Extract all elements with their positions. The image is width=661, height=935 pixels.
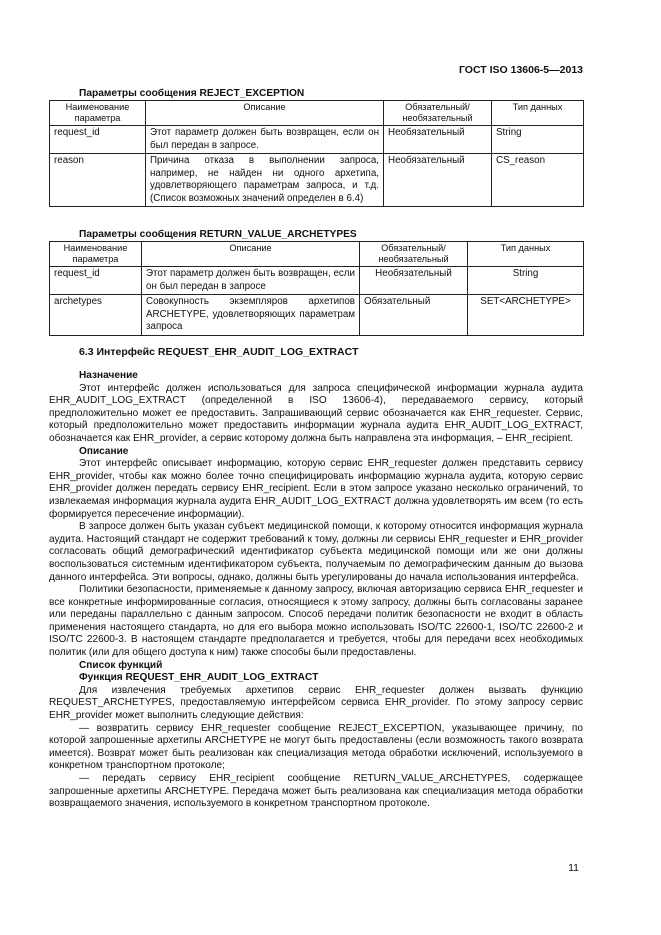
section-title: 6.3 Интерфейс REQUEST_EHR_AUDIT_LOG_EXTRACT: [79, 346, 359, 358]
page-number: 11: [568, 862, 579, 874]
table-header-row: [50, 101, 584, 126]
param-required-cell: Необязательный: [360, 267, 468, 295]
param-name-cell: archetypes: [50, 295, 142, 336]
description-paragraph: Этот интерфейс описывает информацию, которую сервис EHR_requester должен представить сервису EHR_provider, чтобы как можно более точно специфицировать информацию журнала аудита, которую сервис EHR_provider должен передать сервису EHR_recipient. Если в этом запросе указано несколько ограничений, то извлекаемая информация журнала аудита EHR_AUDIT_LOG_EXTRACT должна удовлетворять им всем (то есть формируется пересечение информации).: [49, 458, 583, 520]
param-type-cell: SET<ARCHETYPE>: [468, 295, 584, 336]
param-required-cell: Необязательный: [384, 154, 492, 207]
param-required-cell: Обязательный: [360, 295, 468, 336]
table-header-row: [50, 242, 584, 267]
param-name-cell: request_id: [50, 267, 142, 295]
description-paragraph: Политики безопасности, применяемые к данному запросу, включая авторизацию сервиса EHR_requester и все конкретные информированные согласия, относящиеся к этому запросу, должны быть согласованы заранее или переданы параллельно с данным запросом. Способ передачи политик безопасности не входит в область применения настоящего стандарта, но для его выбора можно использовать ISO/TC 22600-1, ISO/TC 22600-2 и ISO/TC 22600-3. В настоящем стандарте предполагается и требуется, чтобы для передачи всех необходимых политик (или для общего доступа к ним) также способы были предоставлены.: [49, 584, 583, 659]
function-list-item: — возвратить сервису EHR_requester сообщение REJECT_EXCEPTION, указывающее причину, по которой запрошенные архетипы ARCHETYPE не могут быть предоставлены (если возможность такого возврата имеется). Возврат может быть реализован как специализация метода обработки исключений, используемого в конкретном транспортном протоколе;: [49, 722, 583, 772]
function-paragraph: Для извлечения требуемых архетипов сервис EHR_requester должен вызвать функцию REQUEST_ARCHETYPES, предоставляемую интерфейсом сервиса EHR_provider. По этому запросу сервис EHR_provider может выполнить следующие действия:: [49, 684, 583, 722]
param-description-cell: Этот параметр должен быть возвращен, если он был передан в запросе.: [146, 126, 384, 154]
param-type-cell: String: [492, 126, 584, 154]
description-paragraph: В запросе должен быть указан субъект медицинской помощи, к которому относится информация журнала аудита. Настоящий стандарт не содержит требований к тому, должны ли сервисы EHR_requester и EHR_provider согласовать общий демографический идентификатор субъекта медицинской помощи или же они должны воспользоваться системным идентификатором субъекта, получаемым по демографическим данным до вызова данного интерфейса. Эти вопросы, однако, должны быть урегулированы до начала использования интерфейса.: [49, 521, 583, 583]
column-header: Описание: [146, 101, 384, 126]
return-value-archetypes-table: [49, 241, 584, 336]
table-row: [50, 126, 584, 154]
param-type-cell: CS_reason: [492, 154, 584, 207]
purpose-heading: Назначение: [79, 370, 138, 381]
column-header: Наименование параметра: [50, 242, 142, 267]
column-header: Наименование параметра: [50, 101, 146, 126]
function-list-item: — передать сервису EHR_recipient сообщение RETURN_VALUE_ARCHETYPES, содержащее запрошенные архетипы ARCHETYPE. Передача может быть реализована как специализация метода обработки возвращаемого значения, используемого в конкретном транспортном протоколе.: [49, 773, 583, 810]
column-header: Описание: [142, 242, 360, 267]
param-name-cell: request_id: [50, 126, 146, 154]
column-header: Тип данных: [468, 242, 584, 267]
function-heading: Функция REQUEST_EHR_AUDIT_LOG_EXTRACT: [79, 672, 319, 684]
table-row: [50, 267, 584, 295]
functions-heading: Список функций: [79, 659, 163, 671]
reject-exception-table: [49, 100, 584, 207]
param-required-cell: Необязательный: [384, 126, 492, 154]
param-name-cell: reason: [50, 154, 146, 207]
purpose-paragraph: Этот интерфейс должен использоваться для запроса специфической информации журнала аудита EHR_AUDIT_LOG_EXTRACT (определенной в ISO 13606-4), передаваемого сервису, который предположительно может ее предоставить. Запрашивающий сервис обозначается как EHR_requester. Сервис, который предположительно может предоставить информации журнала аудита EHR_AUDIT_LOG_EXTRACT, обозначается как EHR_provider, а сервис которому должна быть направлена эта информация, – EHR_recipient.: [49, 382, 583, 444]
table-row: [50, 295, 584, 336]
param-type-cell: String: [468, 267, 584, 295]
table-row: [50, 154, 584, 207]
param-description-cell: Этот параметр должен быть возвращен, если он был передан в запросе: [142, 267, 360, 295]
param-description-cell: Совокупность экземпляров архетипов ARCHETYPE, удовлетворяющих параметрам запроса: [142, 295, 360, 336]
column-header: Обязательный/ необязательный: [360, 242, 468, 267]
column-header: Обязательный/ необязательный: [384, 101, 492, 126]
section-body: [49, 370, 583, 811]
document-code: ГОСТ ISO 13606-5—2013: [458, 64, 583, 76]
param-description-cell: Причина отказа в выполнении запроса, например, не найден ни одного архетипа, удовлетворяющего параметрам запроса, и т.д. (Список возможных значений определен в 6.4): [146, 154, 384, 207]
table2-caption: Параметры сообщения RETURN_VALUE_ARCHETYPES: [79, 229, 357, 240]
table1-caption: Параметры сообщения REJECT_EXCEPTION: [79, 88, 305, 99]
description-heading: Описание: [79, 445, 129, 457]
column-header: Тип данных: [492, 101, 584, 126]
